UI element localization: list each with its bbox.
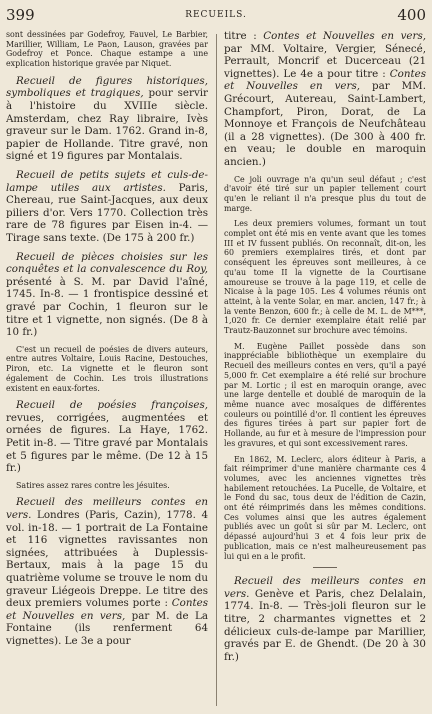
entry-body: Genève et Paris, chez Delalain, 1774. In-8. — Très-joli fleuron sur le titre, 2 charmantes vignettes et 2 délicieux culs-de-lampe par Marillier, gravés par E. de Ghendt. (De 20 à 30 fr.) — [224, 587, 426, 663]
page-header — [0, 6, 432, 26]
entry-recueil-meilleurs-contes-1778 — [6, 496, 208, 647]
entry-recueil-poesies-francoises — [6, 399, 208, 475]
entry-title: Recueil de petits sujets et culs-de-lampe utiles aux artistes. — [6, 168, 208, 194]
entry-subtitle: Contes et Nouvelles en vers, — [263, 30, 426, 42]
entry-note: C'est un recueil de poésies de divers auteurs, entre autres Voltaire, Louis Racine, Destouches, Piron, etc. La vignette et le fleuron sont également de Cochin. Les trois illustrations existent en eaux-fortes. — [6, 344, 208, 393]
entry-recueil-pieces-choisies — [6, 251, 208, 339]
entry-recueil-meilleurs-contes-1774 — [224, 575, 426, 663]
entry-note: Les deux premiers volumes, formant un tout complet ont été mis en vente avant que les tomes III et IV fussent publiés. On reconnaît, dit-on, les 60 premiers exemplaires tirés, et dont par conséquent les épreuves sont meilleures, à ce qu'au tome II la vignette de la Courtisane amoureuse se trouve à la page 119, et celle de Nicaise à la page 105. Les 4 volumes réunis ont atteint, à la vente Solar, en mar. ancien, 147 fr.; à la vente Benzon, 600 fr.; à celle de M. L. de M***, 1,020 fr. Ce dernier exemplaire était relié par Trautz-Bauzonnet sur brochure avec témoins. — [224, 219, 426, 336]
continued-note: sont dessinées par Godefroy, Fauvel, Le Barbier, Marillier, William, Le Paon, Lauson, gravées par Godefroy et Ponce. Chaque estampe a une explication historique gravée par Niquet. — [6, 30, 208, 69]
entry-body: pour servir à l'histoire du XVIIIe siècle. Amsterdam, chez Ray libraire, Ivès graveur sur le Dam. 1762. Grand in-8, papier de Hollande. Titre gravé, non signé et 19 figures par Montalais. — [6, 87, 208, 163]
running-title: RECUEILS. — [185, 10, 247, 20]
entry-body: Londres (Paris, Cazin), 1778. 4 vol. in-18. — 1 portrait de La Fontaine et 116 vignettes ravissantes non signées, attribuées à Duplessis-Bertaux, mais à la page 15 du quatrième volume se trouve le nom du graveur Liégeois Dreppe. Le titre des deux premiers volumes porte : — [6, 509, 208, 610]
column-divider — [216, 34, 217, 706]
entry-body-continued: par M. de La Fontaine (ils renferment 64 vignettes). Le 3e a pour — [6, 609, 208, 647]
left-column — [6, 30, 208, 710]
section-separator — [313, 567, 337, 568]
entry-continued-text — [224, 30, 426, 169]
entry-body: Paris, Chereau, rue Saint-Jacques, aux deux piliers d'or. Vers 1770. Collection très rare de 78 figures par Eisen in-4. — Tirage sans texte. (De 175 à 200 fr.) — [6, 181, 208, 244]
entry-recueil-figures-historiques — [6, 75, 208, 163]
entry-body: titre : — [224, 30, 264, 42]
entry-body: revues, corrigées, augmentées et ornées de figures. La Haye, 1762. Petit in-8. — Titre gravé par Montalais et 5 figures par le même. (De 12 à 15 fr.) — [6, 411, 208, 475]
entry-title: Recueil de poésies françoises, — [16, 399, 208, 412]
entry-body: présenté à S. M. par David l'aîné, 1745. In-8. — 1 frontispice dessiné et gravé par Cochin, 1 fleuron sur le titre et 1 vignette, non signés. (De 8 à 10 fr.) — [6, 275, 208, 339]
entry-title: Recueil de pièces choisies sur les conquêtes et la convalescence du Roy, — [6, 250, 208, 276]
entry-note: M. Eugène Paillet possède dans son inappréciable bibliothèque un exemplaire du Recueil des meilleurs contes en vers, qu'il a payé 5,000 fr. Cet exemplaire a été relié sur brochure par M. Lortic ; il est en maroquin orange, avec une large dentelle et doublé de maroquin de la même nuance avec mosaïques de différentes couleurs ou pointillé d'or. Il contient les épreuves des figures tirées à part sur papier fort de Hollande, au fur et à mesure de l'impression pour les gravures, et qui sont excessivement rares. — [224, 341, 426, 448]
entry-body: par MM. Voltaire, Vergier, Sénecé, Perrault, Moncrif et Ducerceau (21 vignettes). Le 4e a pour titre : — [224, 42, 426, 80]
entry-note: En 1862, M. Leclerc, alors éditeur à Paris, a fait réimprimer d'une manière charmante ces 4 volumes, avec les anciennes vignettes très habilement retouchées. La Pucelle, de Voltaire, et le Fond du sac, tous deux de l'édition de Cazin, ont été réimprimés dans les mêmes conditions. Ces volumes ainsi que les autres également publiés avec un goût si sûr par M. Leclerc, ont dépassé aujourd'hui 3 et 4 fois leur prix de publication, mais ce n'est malheureusement pas lui qui en a le profit. — [224, 454, 426, 561]
page-number-right: 400 — [397, 6, 426, 24]
entry-note: Satires assez rares contre les jésuites. — [16, 480, 170, 490]
entry-title: Recueil de figures historiques, symboliques et tragiques, — [6, 74, 208, 100]
entry-subtitle: Contes et Nouvelles en vers, — [224, 67, 426, 93]
entry-subtitle: Contes et Nouvelles en vers, — [6, 597, 208, 622]
entry-note: Ce joli ouvrage n'a qu'un seul défaut ; c'est d'avoir été tiré sur un papier tellement court qu'en le reliant il n'a presque plus du tout de marge. — [224, 174, 426, 213]
entry-title: Recueil des meilleurs contes en vers. — [6, 496, 208, 522]
entry-title: Recueil des meilleurs contes en vers. — [224, 575, 426, 600]
entry-recueil-petits-sujets — [6, 169, 208, 245]
page-number-left: 399 — [6, 6, 35, 24]
entry-body: par MM. Grécourt, Autereau, Saint-Lambert, Champfort, Piron, Dorat, de La Monnoye et François de Neufchâteau (il a 28 vignettes). (De 300 à 400 fr. en veau; le double en maroquin ancien.) — [224, 80, 426, 168]
right-column — [224, 30, 426, 710]
